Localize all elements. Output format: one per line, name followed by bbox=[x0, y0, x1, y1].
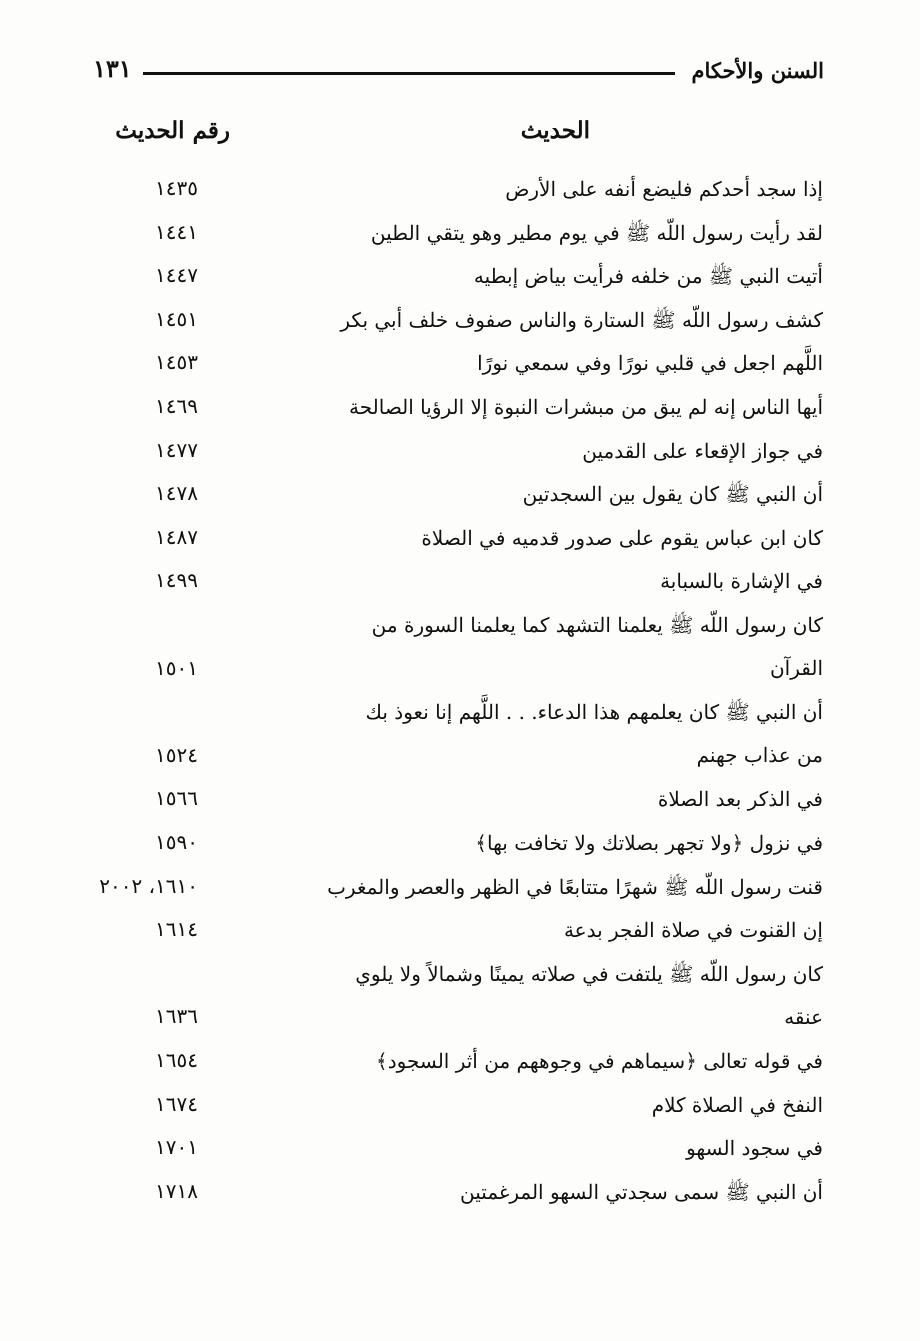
index-row bbox=[0, 299, 920, 339]
hadith-title-line: أتيت النبي ﷺ من خلفه فرأيت بياض إبطيه bbox=[473, 264, 823, 289]
hadith-title-line: كان رسول اللّه ﷺ يعلمنا التشهد كما يعلمنا السورة من bbox=[371, 613, 823, 637]
hadith-title-line: إن القنوت في صلاة الفجر بدعة bbox=[563, 918, 823, 943]
hadith-title-line: في قوله تعالى ﴿سيماهم في وجوههم من أثر السجود﴾ bbox=[375, 1049, 823, 1073]
index-row bbox=[0, 255, 920, 295]
hadith-number: ١٧٠١ bbox=[155, 1135, 198, 1160]
hadith-title bbox=[371, 212, 823, 255]
index-row bbox=[0, 1084, 920, 1124]
hadith-number: ١٤٣٥ bbox=[155, 176, 198, 200]
index-row bbox=[0, 342, 920, 382]
hadith-title bbox=[475, 822, 823, 865]
hadith-title-line: أن النبي ﷺ سمى سجدتي السهو المرغمتين bbox=[460, 1179, 823, 1204]
hadith-number: ١٦٧٤ bbox=[155, 1091, 198, 1116]
hadith-number: ١٤٧٧ bbox=[155, 437, 198, 462]
index-row bbox=[0, 691, 920, 768]
index-row bbox=[0, 953, 920, 1029]
hadith-number: ١٤٧٨ bbox=[155, 481, 198, 506]
hadith-title-line: القرآن bbox=[769, 656, 823, 680]
hadith-number: ١٤٥١ bbox=[155, 306, 198, 331]
hadith-title bbox=[660, 560, 823, 603]
hadith-title-line: في الذكر بعد الصلاة bbox=[657, 787, 823, 812]
hadith-number: ١٦٣٦ bbox=[155, 1004, 198, 1029]
column-heading-number: رقم الحديث bbox=[115, 117, 230, 144]
index-row bbox=[0, 212, 920, 252]
hadith-title-line: كشف رسول اللّه ﷺ الستارة والناس صفوف خلف أبي بكر bbox=[340, 307, 823, 332]
hadith-title bbox=[658, 778, 823, 821]
hadith-number: ١٥٩٠ bbox=[155, 830, 198, 854]
hadith-title-line: في جواز الإقعاء على القدمين bbox=[582, 438, 823, 463]
hadith-title-line: إذا سجد أحدكم فليضع أنفه على الأرض bbox=[505, 177, 823, 201]
index-row bbox=[0, 1040, 920, 1080]
hadith-title bbox=[349, 386, 823, 429]
index-row bbox=[0, 560, 920, 600]
hadith-number: ١٤٦٩ bbox=[155, 394, 198, 418]
hadith-title-line: في سجود السهو bbox=[686, 1136, 823, 1161]
hadith-title bbox=[366, 691, 823, 777]
hadith-title-line: لقد رأيت رسول اللّه ﷺ في يوم مطير وهو يتقي الطين bbox=[370, 220, 823, 245]
hadith-title bbox=[474, 255, 823, 298]
index-row bbox=[0, 473, 920, 513]
hadith-number: ١٥٠١ bbox=[155, 655, 198, 680]
hadith-title-line: في نزول ﴿ولا تجهر بصلاتك ولا تخافت بها﴾ bbox=[475, 831, 823, 855]
column-heading-hadith: الحديث bbox=[520, 117, 590, 144]
hadith-title bbox=[327, 866, 823, 909]
hadith-title-line: في الإشارة بالسبابة bbox=[660, 569, 823, 594]
page-number: ١٣١ bbox=[93, 54, 132, 83]
hadith-title bbox=[421, 517, 823, 560]
hadith-number: ١٥٢٤ bbox=[155, 742, 198, 767]
hadith-title bbox=[523, 473, 823, 516]
hadith-number: ١٤٩٩ bbox=[155, 568, 198, 593]
hadith-title-line: النفخ في الصلاة كلام bbox=[651, 1092, 823, 1117]
hadith-title bbox=[686, 1127, 823, 1170]
hadith-title-line: أن النبي ﷺ كان يعلمهم هذا الدعاء. . . اللَّهم إنا نعوذ بك bbox=[365, 700, 823, 725]
index-row bbox=[0, 778, 920, 818]
index-row bbox=[0, 430, 920, 470]
index-row bbox=[0, 386, 920, 426]
header-rule bbox=[143, 72, 675, 75]
index-row bbox=[0, 517, 920, 557]
hadith-title bbox=[355, 953, 823, 1039]
index-row bbox=[0, 1171, 920, 1211]
hadith-title bbox=[340, 299, 823, 342]
hadith-title-line: اللَّهم اجعل في قلبي نورًا وفي سمعي نورًا bbox=[477, 351, 823, 376]
hadith-number: ١٦١٤ bbox=[155, 917, 198, 942]
hadith-title bbox=[376, 1040, 823, 1083]
index-row bbox=[0, 604, 920, 680]
running-title: السنن والأحكام bbox=[691, 58, 824, 83]
hadith-number: ١٦١٠، ٢٠٠٢ bbox=[99, 873, 198, 898]
hadith-number: ١٤٥٣ bbox=[155, 350, 198, 375]
hadith-number: ١٤٤٧ bbox=[155, 263, 198, 288]
hadith-title-line: أن النبي ﷺ كان يقول بين السجدتين bbox=[522, 482, 823, 507]
hadith-title bbox=[372, 604, 823, 690]
hadith-number: ١٤٤١ bbox=[155, 219, 198, 244]
hadith-title bbox=[564, 909, 823, 952]
index-row bbox=[0, 822, 920, 862]
hadith-title-line: عنقه bbox=[784, 1004, 823, 1029]
hadith-title bbox=[652, 1084, 823, 1127]
hadith-title bbox=[505, 168, 823, 211]
index-row bbox=[0, 866, 920, 906]
index-row bbox=[0, 1127, 920, 1167]
index-row bbox=[0, 909, 920, 949]
index-row bbox=[0, 168, 920, 208]
hadith-title-line: أيها الناس إنه لم يبق من مبشرات النبوة إلا الرؤيا الصالحة bbox=[349, 395, 823, 419]
hadith-title bbox=[582, 430, 823, 473]
hadith-title-line: قنت رسول اللّه ﷺ شهرًا متتابعًا في الظهر والعصر والمغرب bbox=[327, 874, 823, 899]
hadith-title-line: كان ابن عباس يقوم على صدور قدميه في الصلاة bbox=[421, 525, 823, 550]
hadith-title-line: كان رسول اللّه ﷺ يلتفت في صلاته يمينًا وشمالاً ولا يلوي bbox=[355, 961, 823, 986]
hadith-title bbox=[477, 342, 823, 385]
hadith-number: ١٤٨٧ bbox=[155, 524, 198, 549]
hadith-number: ١٦٥٤ bbox=[155, 1048, 198, 1072]
hadith-number: ١٧١٨ bbox=[155, 1178, 198, 1203]
hadith-title bbox=[460, 1171, 823, 1214]
hadith-title-line: من عذاب جهنم bbox=[696, 743, 823, 768]
hadith-number: ١٥٦٦ bbox=[155, 786, 198, 811]
